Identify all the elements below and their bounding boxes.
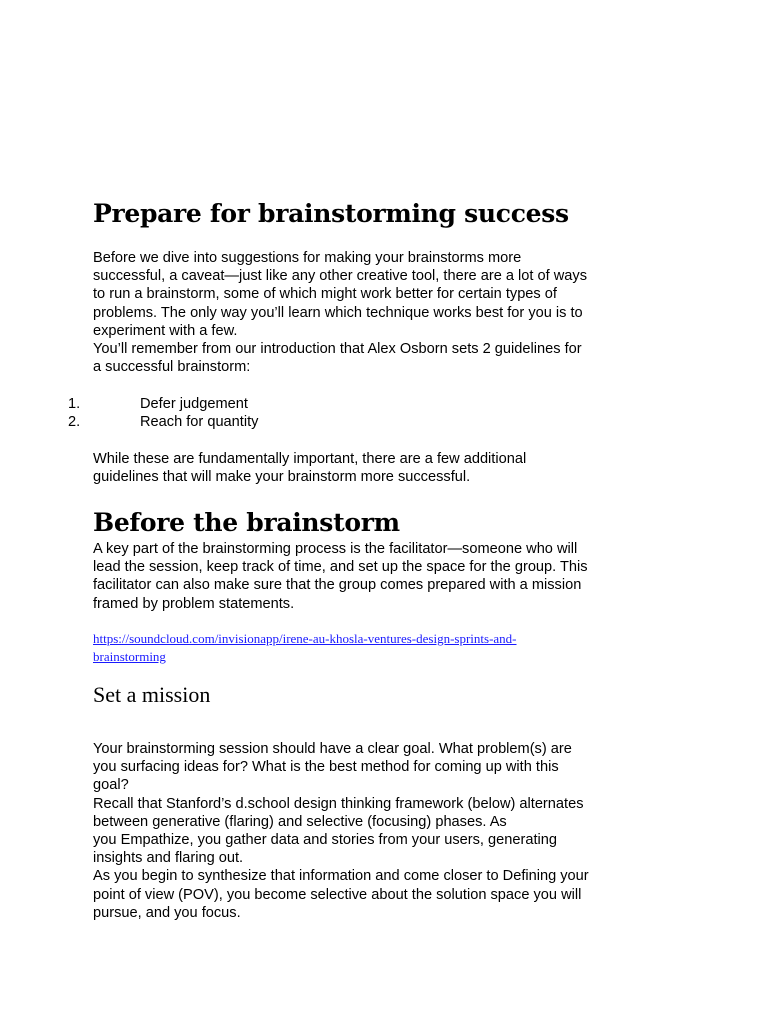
mission-line: goal? xyxy=(93,777,129,794)
mission-line: you Empathize, you gather data and stories from your users, generating xyxy=(93,832,558,849)
mission-line: As you begin to synthesize that information and come closer to Defining your xyxy=(93,868,589,885)
facilitator-line: A key part of the brainstorming process is the facilitator—someone who will xyxy=(93,541,578,557)
additional-line: guidelines that will make your brainstorm more successful. xyxy=(93,469,471,486)
mission-line: insights and flaring out. xyxy=(93,850,244,867)
soundcloud-link[interactable] xyxy=(93,630,517,666)
mission-line: you surfacing ideas for? What is the best method for coming up with this xyxy=(93,759,559,776)
additional-line: While these are fundamentally important, there are a few additional xyxy=(93,451,527,467)
guideline-number: 2. xyxy=(68,414,81,430)
intro-line: problems. The only way you’ll learn which technique works best for you is to xyxy=(93,304,583,321)
intro-line: Before we dive into suggestions for making your brainstorms more xyxy=(93,250,522,266)
intro-line: experiment with a few. xyxy=(93,322,238,339)
mission-paragraph xyxy=(93,740,683,922)
guideline-text: Reach for quantity xyxy=(140,414,259,430)
mission-line: between generative (flaring) and selective (focusing) phases. As xyxy=(93,813,507,830)
heading-before: Before the brainstorm xyxy=(93,508,400,537)
mission-line: Your brainstorming session should have a clear goal. What problem(s) are xyxy=(93,741,572,757)
guideline-number: 1. xyxy=(68,396,81,412)
facilitator-line: lead the session, keep track of time, and set up the space for the group. This xyxy=(93,559,588,576)
link-line[interactable]: https://soundcloud.com/invisionapp/irene-au-khosla-ventures-design-sprints-and- xyxy=(93,631,517,646)
mission-line: point of view (POV), you become selective about the solution space you will xyxy=(93,886,582,903)
intro-line: a successful brainstorm: xyxy=(93,359,251,376)
mission-line: pursue, and you focus. xyxy=(93,904,241,921)
intro-line: You’ll remember from our introduction that Alex Osborn sets 2 guidelines for xyxy=(93,341,582,358)
intro-paragraph xyxy=(93,249,683,376)
heading-mission: Set a mission xyxy=(93,682,211,707)
intro-line: successful, a caveat—just like any other creative tool, there are a lot of ways xyxy=(93,268,587,285)
facilitator-line: framed by problem statements. xyxy=(93,595,295,612)
link-line[interactable]: brainstorming xyxy=(93,649,166,664)
additional-paragraph xyxy=(93,450,683,486)
mission-line: Recall that Stanford’s d.school design thinking framework (below) alternates xyxy=(93,795,584,812)
facilitator-line: facilitator can also make sure that the group comes prepared with a mission xyxy=(93,577,582,594)
guideline-text: Defer judgement xyxy=(140,396,248,412)
intro-line: to run a brainstorm, some of which might work better for certain types of xyxy=(93,286,557,303)
heading-prepare: Prepare for brainstorming success xyxy=(93,199,569,228)
facilitator-paragraph xyxy=(93,540,683,613)
